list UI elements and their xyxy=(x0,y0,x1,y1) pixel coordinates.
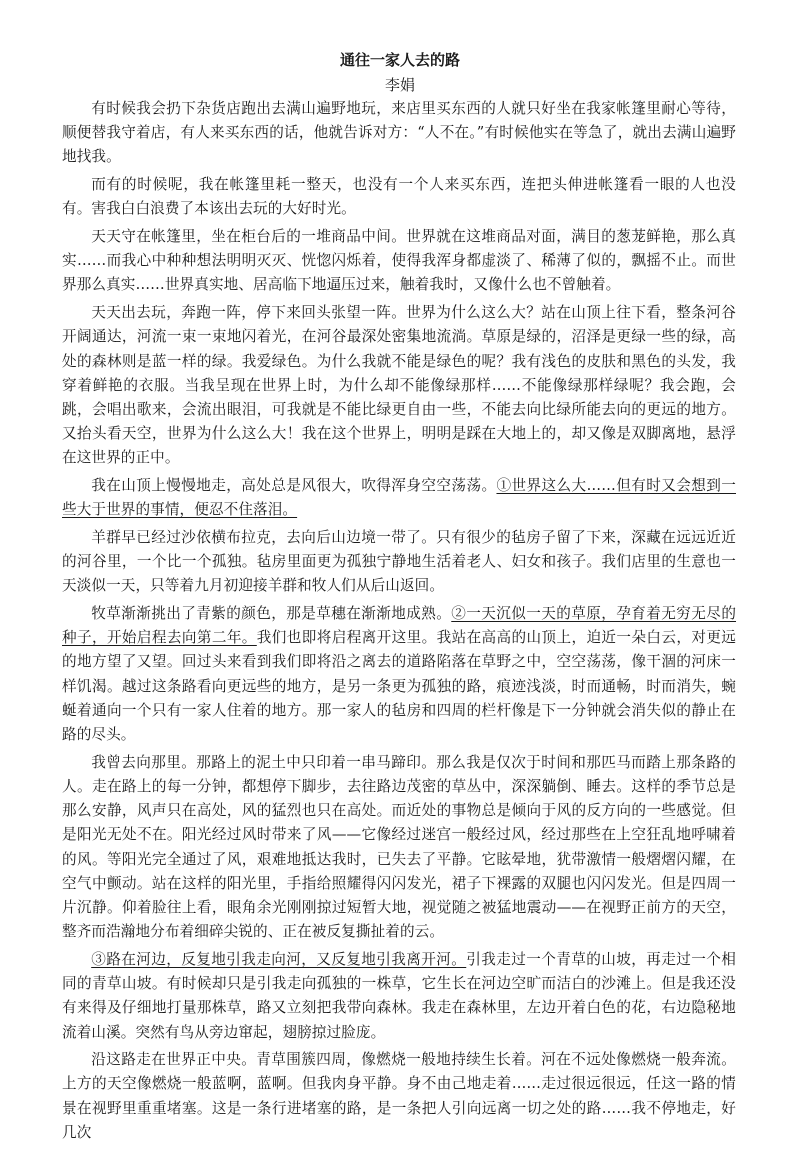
paragraph-7 xyxy=(62,602,736,747)
article-author: 李娟 xyxy=(384,76,415,94)
paragraph-8: 我曾去向那里。那路上的泥土中只印着一串马蹄印。那么我是仅次于时间和那匹马而踏上那条路的人。走在路上的每一分钟，都想停下脚步，去往路边茂密的草丛中，深深躺倒、睡去。这样的季节总是那么安静，风声只在高处，风的猛烈也只在高处。而近处的事物总是倾向于风的反方向的一些感觉。但是阳光无处不在。阳光经过风时带来了风——它像经过迷宫一般经过风，经过那些在上空狂乱地呼啸着的风。等阳光完全通过了风，艰难地抵达我时，已失去了平静。它眩晕地，犹带激情一般熠熠闪耀，在空气中颤动。站在这样的阳光里，手指给照耀得闪闪发光，裙子下裸露的双腿也闪闪发光。但是四周一片沉静。仰着脸往上看，眼角余光刚刚掠过短暂大地，视觉随之被猛地震动——在视野正前方的天空，整齐而浩瀚地分布着细碎尖锐的、正在被反复撕扯着的云。 xyxy=(62,753,736,941)
article-body xyxy=(62,97,736,1149)
paragraph-2: 而有的时候呢，我在帐篷里耗一整天，也没有一个人来买东西，连把头伸进帐篷看一眼的人也没有。害我白白浪费了本该出去玩的大好时光。 xyxy=(62,176,736,218)
paragraph-9 xyxy=(62,948,736,1045)
paragraph-1: 有时候我会扔下杂货店跑出去满山遍野地玩，来店里买东西的人就只好坐在我家帐篷里耐心等待，顺便替我守着店，有人来买东西的话，他就告诉对方：“人不在。”有时候他实在等急了，就出去满山遍野地找我。 xyxy=(62,100,736,166)
paragraph-3: 天天守在帐篷里，坐在柜台后的一堆商品中间。世界就在这堆商品对面，满目的葱茏鲜艳，那么真实……而我心中种种想法明明灭灭、恍惚闪烁着，使得我浑身都虚淡了、稀薄了似的，飘摇不止。而世界那么真实……世界真实地、居高临下地逼压过来，触着我时，又像什么也不曾触着。 xyxy=(62,228,736,294)
paragraph-4: 天天出去玩，奔跑一阵，停下来回头张望一阵。世界为什么这么大？站在山顶上往下看，整条河谷开阔通达，河流一束一束地闪着光，在河谷最深处密集地流淌。草原是绿的，沼泽是更绿一些的绿，高处的森林则是蓝一样的绿。我爱绿色。为什么我就不能是绿色的呢？我有浅色的皮肤和黑色的头发，我穿着鲜艳的衣服。当我呈现在世界上时，为什么却不能像绿那样……不能像绿那样绿呢？我会跑，会跳，会唱出歌来，会流出眼泪，可我就是不能比绿更自由一些，不能去向比绿所能去向的更远的地方。又抬头看天空，世界为什么这么大！我在这个世界上，明明是踩在大地上的，却又像是双脚离地，悬浮在这世界的正中。 xyxy=(62,304,736,467)
underlined-sentence-1: ①世界这么大……但有时又会想到一些大于世界的事情，便忍不住落泪。 xyxy=(62,477,736,519)
paragraph-9-text: 引我走过一个青草的山坡，再走过一个相同的青草山坡。有时候却只是引我走向孤独的一株草，它生长在河边空旷而洁白的沙滩上。但是我还没有来得及仔细地打量那株草，路又立刻把我带向森林。我走在森林里，左边开着白色的花，右边隐秘地流着山溪。突然有鸟从旁边窜起，翅膀掠过脸庞。 xyxy=(62,950,736,1041)
paragraph-10: 沿这路走在世界正中央。青草围簇四周，像燃烧一般地持续生长着。河在不远处像燃烧一般奔流。上方的天空像燃烧一般蓝啊，蓝啊。但我肉身平静。身不由己地走着……走过很远很远，任这一路的情景在视野里重重堵塞。这是一条行进堵塞的路，是一条把人引向远离一切之处的路……我不停地走，好几次 xyxy=(62,1051,736,1141)
underlined-sentence-2: ②一天沉似一天的草原，孕育着无穷无尽的种子，开始启程去向第二年。 xyxy=(62,605,737,647)
paragraph-7-text-end: 我们也即将启程离开这里。我站在高高的山顶上，迫近一朵白云，对更远的地方望了又望。回过头来看到我们即将沿之离去的道路陷落在草野之中，空空荡荡，像干涸的河床一样饥渴。越过这条路看向更远些的地方，是另一条更为孤独的路，痕迹浅淡，时而通畅，时而消失，蜿蜒着通向一个只有一家人住着的地方。那一家人的毡房和四周的栏杆像是下一分钟就会消失似的静止在路的尽头。 xyxy=(62,629,736,744)
paragraph-5-text: 我在山顶上慢慢地走，高处总是风很大，吹得浑身空空荡荡。 xyxy=(91,477,497,495)
underlined-sentence-3: ③路在河边，反复地引我走向河，又反复地引我离开河。 xyxy=(91,950,467,968)
paragraph-6: 羊群早已经过沙依横布拉克，去向后山边境一带了。只有很少的毡房子留了下来，深藏在远远近近的河谷里，一个比一个孤独。毡房里面更为孤独宁静地生活着老人、妇女和孩子。我们店里的生意也一天淡似一天，只等着九月初迎接羊群和牧人们从后山返回。 xyxy=(62,528,736,595)
paragraph-5 xyxy=(62,474,736,522)
paragraph-7-text-start: 牧草渐渐挑出了青紫的颜色，那是草穗在渐渐地成熟。 xyxy=(91,605,452,623)
article-title: 通往一家人去的路 xyxy=(339,51,460,69)
